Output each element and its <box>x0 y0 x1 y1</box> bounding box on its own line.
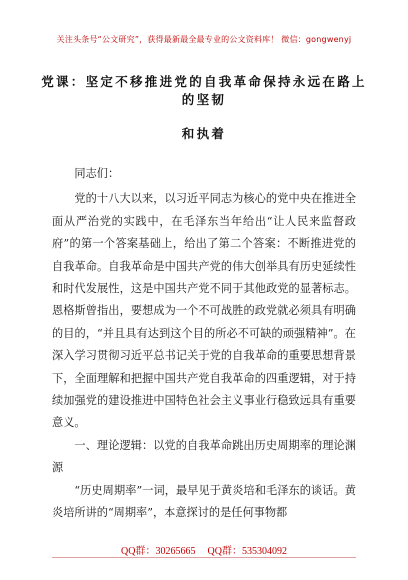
section-heading: 一、理论逻辑：以党的自我革命跳出历史周期率的理论渊源 <box>52 438 356 475</box>
document-title-line1: 党课：坚定不移推进党的自我革命保持永远在路上的坚韧 <box>41 74 367 107</box>
paragraph-intro: 党的十八大以来，以习近平同志为核心的党中央在推进全面从严治党的实践中，在毛泽东当年给出“让人民来监督政府”的第一个答案基础上，给出了第二个答案：不断推进党的自我革命。自我革命是中国共产党的伟大创举具有历史延续性和时代发展性，这是中国共产党不同于其他政党的显著标志。恩格斯曾指出，要想成为一个不可战胜的政党就必须具有明确的目的，“并且具有达到这个目的所必不可缺的顽强精神”。在深入学习贯彻习近平总书记关于党的自我革命的重要思想背景下，全面理解和把握中国共产党自我革命的四重逻辑，对于持续加强党的建设推进中国特色社会主义事业行稳致远具有重要意义。 <box>52 192 356 430</box>
header-notice: 关注头条号“公文研究”，获得最新最全最专业的公文资料库！ 微信：gongwenyj <box>56 35 352 44</box>
footer-qq-group-2: QQ群：535304092 <box>207 546 287 557</box>
document-title-line2: 和执着 <box>181 126 227 141</box>
greeting: 同志们： <box>74 167 120 180</box>
footer-qq-group-1: QQ群：30265665 <box>121 546 196 557</box>
footer-divider <box>52 557 356 558</box>
paragraph-history: “历史周期率”一词，最早见于黄炎培和毛泽东的谈话。黄炎培所讲的“周期率”，本意探讨的是任何事物都 <box>52 483 356 520</box>
footer-contact <box>0 542 408 557</box>
document-body <box>52 163 356 525</box>
